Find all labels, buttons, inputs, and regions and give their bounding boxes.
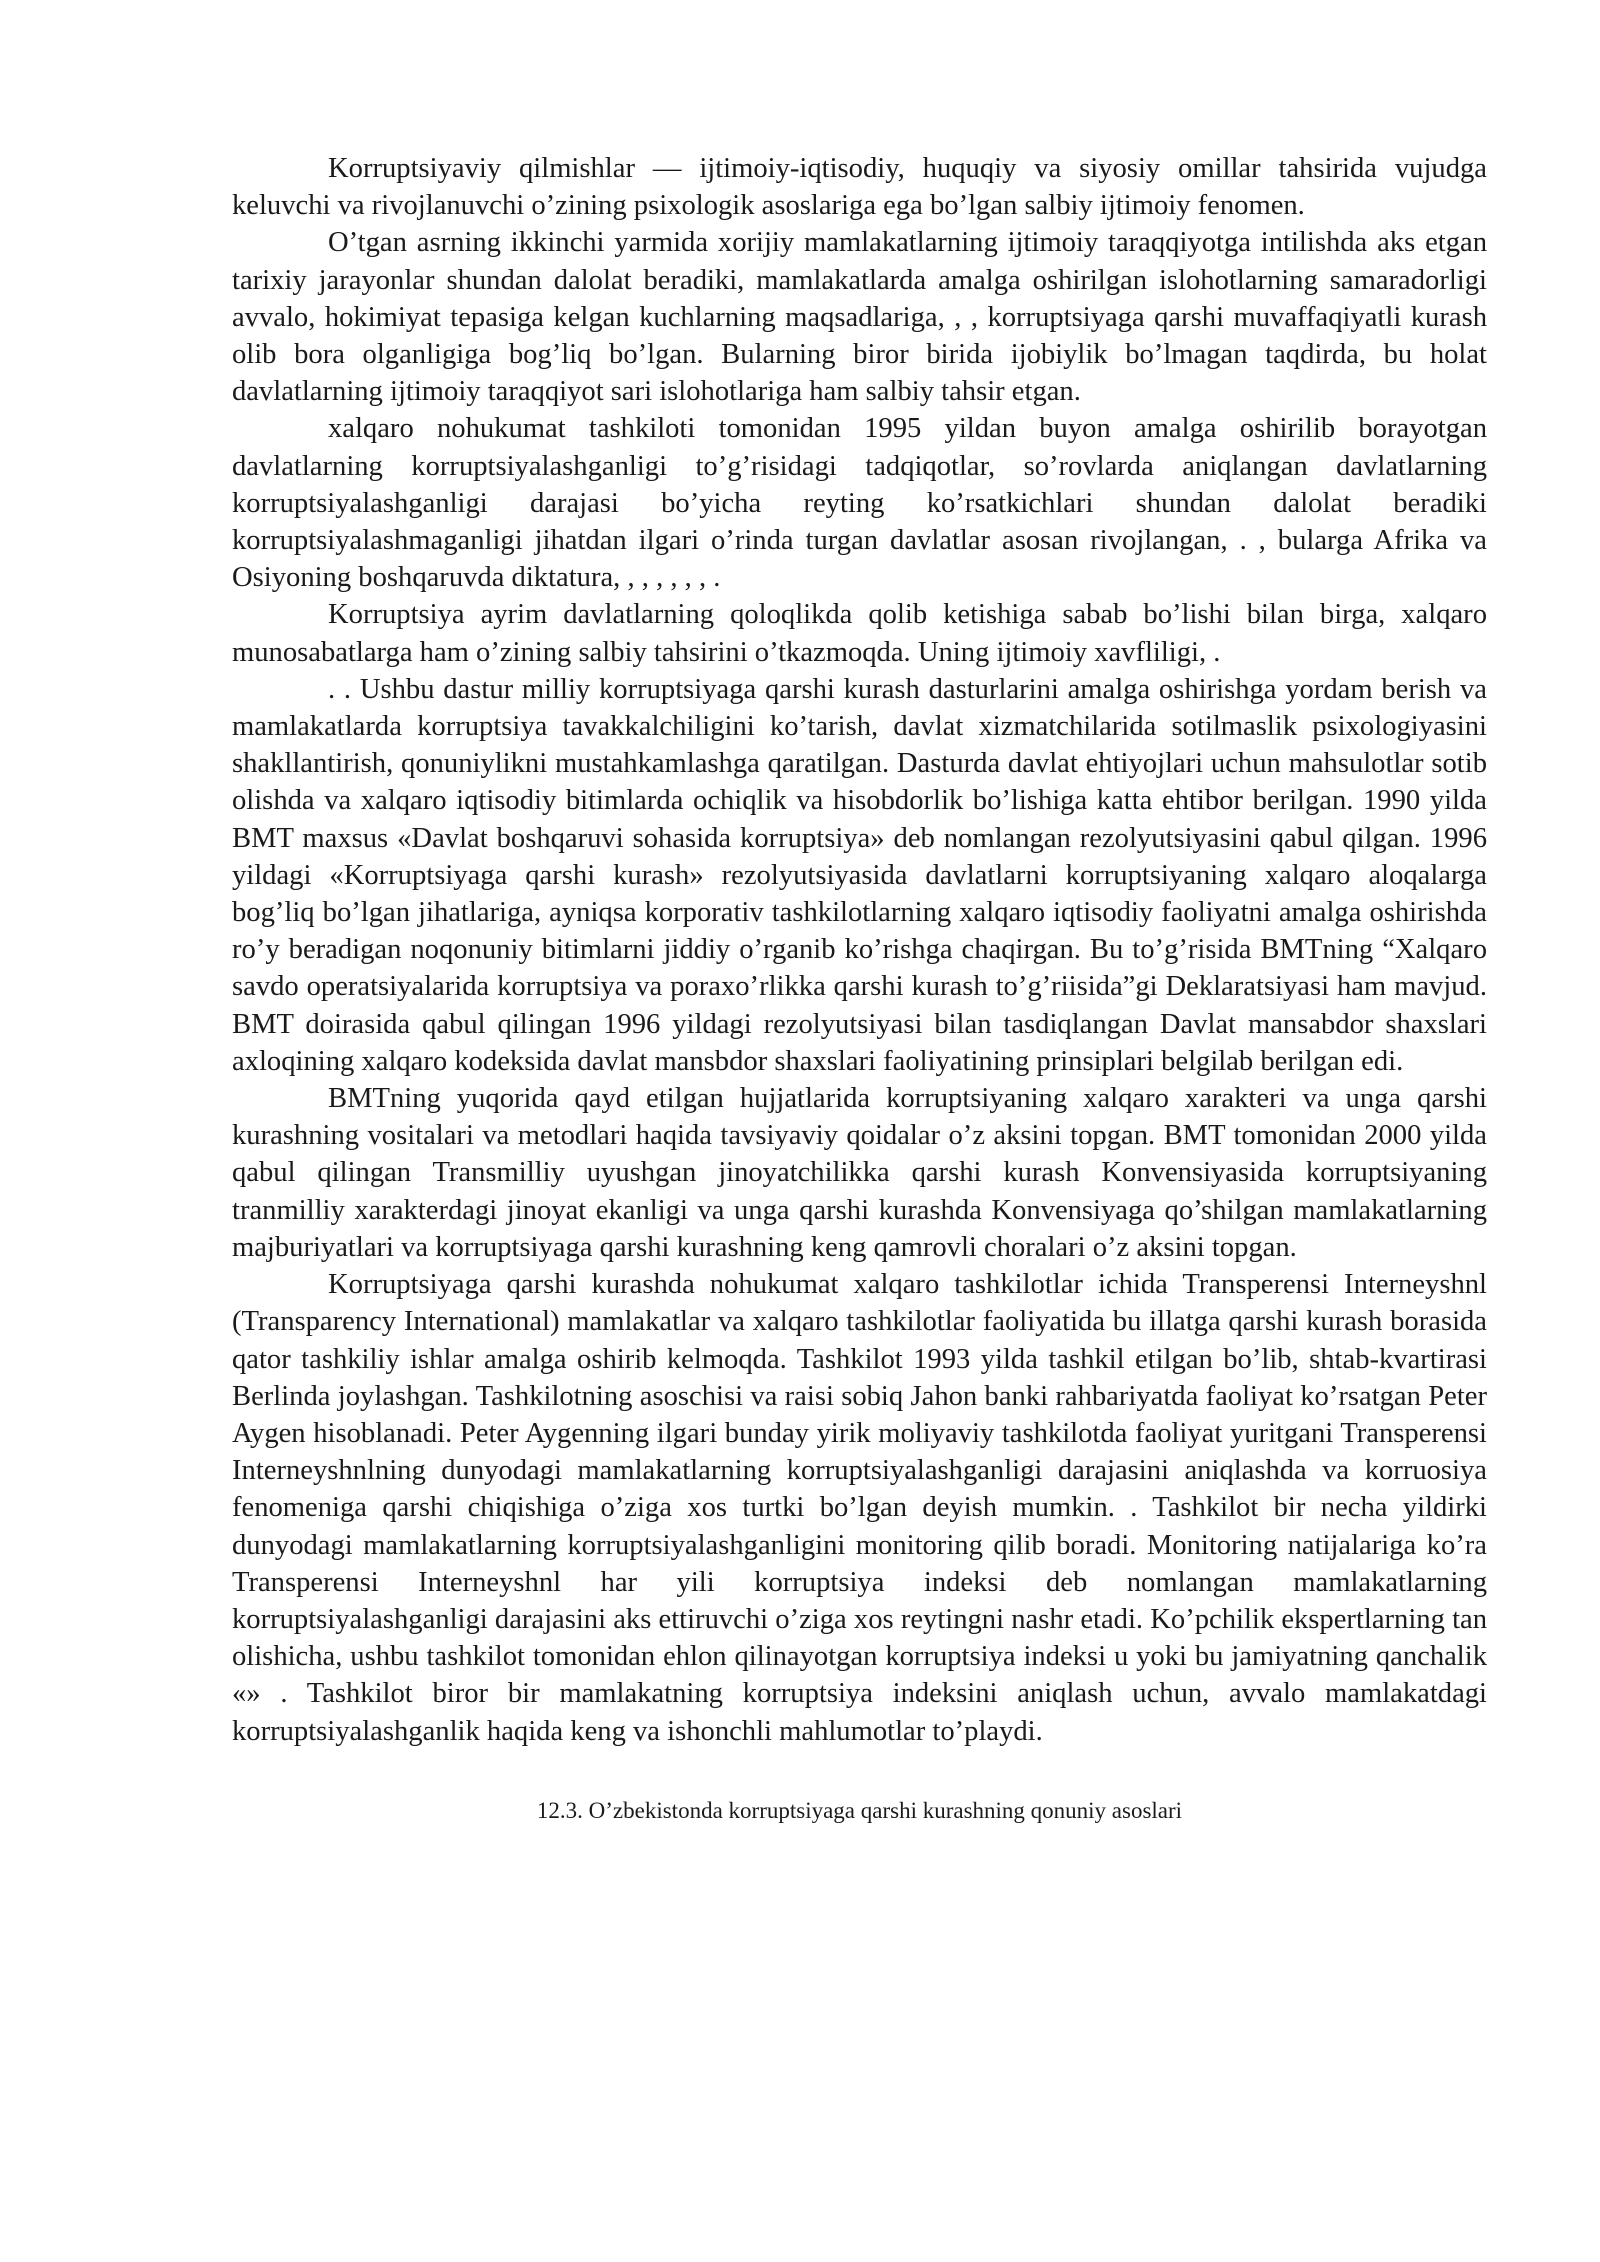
paragraph-2: O’tgan asrning ikkinchi yarmida xorijiy mamlakatlarning ijtimoiy taraqqiyotga intilishda aks etgan tarixiy jarayonlar shundan dalolat beradiki, mamlakatlarda amalga oshirilgan islohotlarning samaradorligi avvalo, hokimiyat tepasiga kelgan kuchlarning maqsadlariga, , , korruptsiyaga qarshi muvaffaqiyatli kurash olib bora olganligiga bog’liq bo’lgan. Bularning biror birida ijobiylik bo’lmagan taqdirda, bu holat davlatlarning ijtimoiy taraqqiyot sari islohotlariga ham salbiy tahsir etgan.	[232, 227, 1487, 408]
section-heading: 12.3. O’zbekistonda korruptsiyaga qarshi kurashning qonuniy asoslari	[536, 1797, 1183, 1823]
paragraph-7: Korruptsiyaga qarshi kurashda nohukumat xalqaro tashkilotlar ichida Transperensi Interneyshnl (Transparency International) mamlakatlar va xalqaro tashkilotlar faoliyatida bu illatga qarshi kurash borasida qator tashkiliy ishlar amalga oshirib kelmoqda. Tashkilot 1993 yilda tashkil etilgan bo’lib, shtab-kvartirasi Berlinda joylashgan. Tashkilotning asoschisi va raisi sobiq Jahon banki rahbariyatda faoliyat ko’rsatgan Peter Aygen hisoblanadi. Peter Aygenning ilgari bunday yirik moliyaviy tashkilotda faoliyat yuritgani Transperensi Interneyshnlning dunyodagi mamlakatlarning korruptsiyalashganligi darajasini aniqlashda va korruosiya fenomeniga qarshi chiqishiga o’ziga xos turtki bo’lgan deyish mumkin. . Tashkilot bir necha yildirki dunyodagi mamlakatlarning korruptsiyalashganligini monitoring qilib boradi. Monitoring natijalariga ko’ra Transperensi Interneyshnl har yili korruptsiya indeksi deb nomlangan mamlakatlarning korruptsiyalashganligi darajasini aks ettiruvchi o’ziga xos reytingni nashr etadi. Ko’pchilik ekspertlarning tan olishicha, ushbu tashkilot tomonidan ehlon qilinayotgan korruptsiya indeksi u yoki bu jamiyatning qanchalik «» . Tashkilot biror bir mamlakatning korruptsiya indeksini aniqlash uchun, avvalo mamlakatdagi korruptsiyalashganlik haqida keng va ishonchli mahlumotlar to’playdi.	[232, 1269, 1487, 1747]
paragraph-3: xalqaro nohukumat tashkiloti tomonidan 1995 yildan buyon amalga oshirilib borayotgan davlatlarning korruptsiyalashganligi to’g’risidagi tadqiqotlar, so’rovlarda aniqlangan davlatlarning korruptsiyalashganligi darajasi bo’yicha reyting ko’rsatkichlari shundan dalolat beradiki korruptsiyalashmaganligi jihatdan ilgari o’rinda turgan davlatlar asosan rivojlangan, . , bularga Afrika va Osiyoning boshqaruvda diktatura, , , , , , , .	[232, 413, 1487, 594]
paragraph-4: Korruptsiya ayrim davlatlarning qoloqlikda qolib ketishiga sabab bo’lishi bilan birga, xalqaro munosabatlarga ham o’zining salbiy tahsirini o’tkazmoqda. Uning ijtimoiy xavfliligi, .	[232, 599, 1487, 668]
document-page	[232, 150, 1487, 1826]
paragraph-5: . . Ushbu dastur milliy korruptsiyaga qarshi kurash dasturlarini amalga oshirishga yordam berish va mamlakatlarda korruptsiya tavakkalchiligini ko’tarish, davlat xizmatchilarida sotilmaslik psixologiyasini shakllantirish, qonuniylikni mustahkamlashga qaratilgan. Dasturda davlat ehtiyojlari uchun mahsulotlar sotib olishda va xalqaro iqtisodiy bitimlarda ochiqlik va hisobdorlik bo’lishiga katta ehtibor berilgan. 1990 yilda BMT maxsus «Davlat boshqaruvi sohasida korruptsiya» deb nomlangan rezolyutsiyasini qabul qilgan. 1996 yildagi «Korruptsiyaga qarshi kurash» rezolyutsiyasida davlatlarni korruptsiyaning xalqaro aloqalarga bog’liq bo’lgan jihatlariga, ayniqsa korporativ tashkilotlarning xalqaro iqtisodiy faoliyatni amalga oshirishda ro’y beradigan noqonuniy bitimlarni jiddiy o’rganib ko’rishga chaqirgan. Bu to’g’risida BMTning “Xalqaro savdo operatsiyalarida korruptsiya va poraxo’rlikka qarshi kurash to’g’riisida”gi Deklaratsiyasi ham mavjud. BMT doirasida qabul qilingan 1996 yildagi rezolyutsiyasi bilan tasdiqlangan Davlat mansabdor shaxslari axloqining xalqaro kodeksida davlat mansbdor shaxslari faoliyatining prinsiplari belgilab berilgan edi.	[232, 673, 1487, 1077]
paragraph-1: Korruptsiyaviy qilmishlar — ijtimoiy-iqtisodiy, huquqiy va siyosiy omillar tahsirida vujudga keluvchi va rivojlanuvchi o’zining psixologik asoslariga ega bo’lgan salbiy ijtimoiy fenomen.	[232, 153, 1487, 222]
paragraph-6: BMTning yuqorida qayd etilgan hujjatlarida korruptsiyaning xalqaro xarakteri va unga qarshi kurashning vositalari va metodlari haqida tavsiyaviy qoidalar o’z aksini topgan. BMT tomonidan 2000 yilda qabul qilingan Transmilliy uyushgan jinoyatchilikka qarshi kurash Konvensiyasida korruptsiyaning tranmilliy xarakterdagi jinoyat ekanligi va unga qarshi kurashda Konvensiyaga qo’shilgan mamlakatlarning majburiyatlari va korruptsiyaga qarshi kurashning keng qamrovli choralari o’z aksini topgan.	[232, 1083, 1487, 1263]
